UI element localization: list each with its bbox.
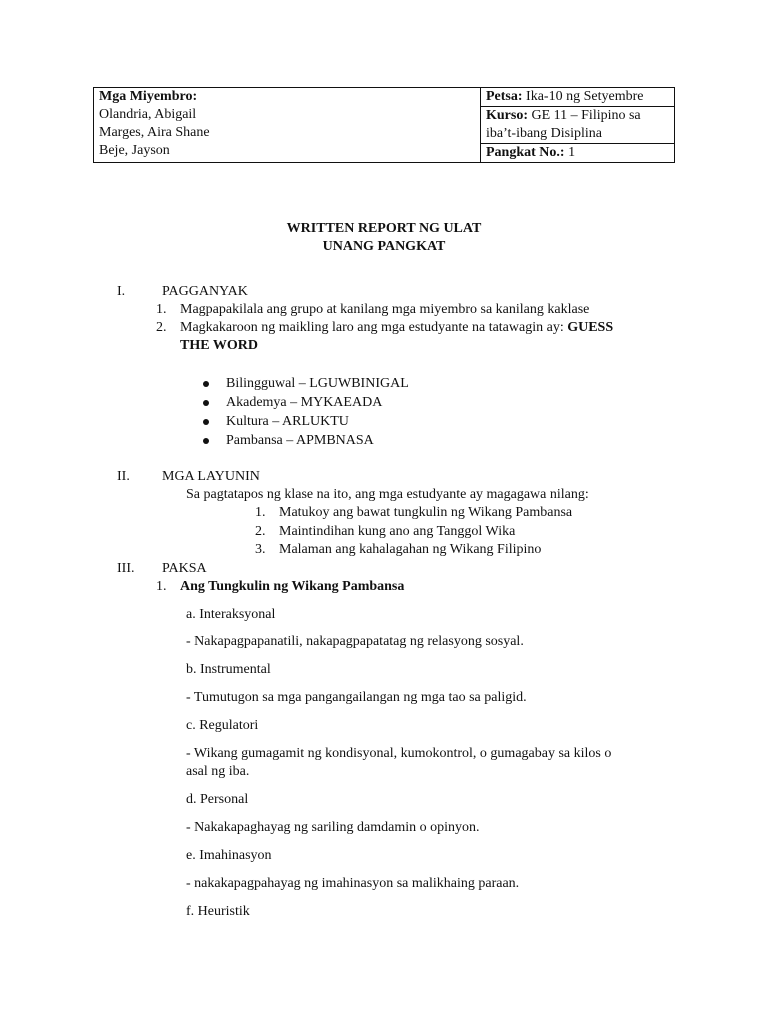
- bullet-icon: [203, 438, 209, 444]
- group-label: Pangkat No.:: [486, 145, 565, 160]
- course-value: GE 11 – Filipino sa: [528, 108, 641, 123]
- list-item: Magpapakilala ang grupo at kanilang mga miyembro sa kanilang kaklase: [180, 302, 590, 317]
- course-value-cont: iba’t-ibang Disiplina: [486, 126, 602, 141]
- list-item: Matukoy ang bawat tungkulin ng Wikang Pambansa: [279, 505, 573, 520]
- game-name-cont: THE WORD: [180, 338, 258, 353]
- report-title: WRITTEN REPORT NG ULAT: [286, 221, 482, 236]
- function-label: e. Imahinasyon: [186, 848, 272, 863]
- members-label: Mga Miyembro:: [99, 89, 198, 104]
- date-label: Petsa:: [486, 89, 523, 104]
- list-item: Malaman ang kahalagahan ng Wikang Filipino: [279, 542, 542, 557]
- bullet-icon: [203, 400, 209, 406]
- function-label: a. Interaksyonal: [186, 607, 276, 622]
- subsection-heading: Ang Tungkulin ng Wikang Pambansa: [180, 579, 405, 594]
- section-number: III.: [117, 561, 135, 576]
- header-table: [93, 87, 675, 163]
- section-heading: MGA LAYUNIN: [162, 469, 260, 484]
- function-label: b. Instrumental: [186, 662, 271, 677]
- function-label: d. Personal: [186, 792, 249, 807]
- list-number: 1.: [255, 505, 266, 520]
- section-number: II.: [117, 469, 130, 484]
- list-number: 1.: [156, 302, 167, 317]
- list-number: 2.: [156, 320, 167, 335]
- bullet-item: Kultura – ARLUKTU: [226, 414, 349, 429]
- bullet-icon: [203, 419, 209, 425]
- function-description-cont: asal ng iba.: [186, 764, 250, 779]
- members-cell: [94, 88, 481, 163]
- member-name: Marges, Aira Shane: [99, 125, 210, 140]
- date-cell: [481, 88, 675, 107]
- bullet-item: Akademya – MYKAEADA: [226, 395, 383, 410]
- function-description: - nakakapagpahayag ng imahinasyon sa malikhaing paraan.: [186, 876, 520, 891]
- list-item: Magkakaroon ng maikling laro ang mga estudyante na tatawagin ay: GUESS: [180, 320, 614, 335]
- function-description: - Wikang gumagamit ng kondisyonal, kumokontrol, o gumagabay sa kilos o: [186, 746, 612, 761]
- bullet-item: Pambansa – APMBNASA: [226, 433, 374, 448]
- game-name: GUESS: [567, 320, 614, 335]
- course-cell: [481, 107, 675, 144]
- function-description: - Nakapagpapanatili, nakapagpapatatag ng relasyong sosyal.: [186, 634, 524, 649]
- list-number: 1.: [156, 579, 167, 594]
- section-intro: Sa pagtatapos ng klase na ito, ang mga estudyante ay magagawa nilang:: [186, 487, 589, 502]
- course-label: Kurso:: [486, 108, 528, 123]
- function-description: - Nakakapaghayag ng sariling damdamin o opinyon.: [186, 820, 480, 835]
- member-name: Olandria, Abigail: [99, 107, 197, 122]
- section-heading: PAKSA: [162, 561, 207, 576]
- report-subtitle: UNANG PANGKAT: [322, 239, 446, 254]
- list-number: 3.: [255, 542, 266, 557]
- date-value: Ika-10 ng Setyembre: [522, 89, 644, 104]
- bullet-icon: [203, 381, 209, 387]
- function-label: c. Regulatori: [186, 718, 259, 733]
- list-item: Maintindihan kung ano ang Tanggol Wika: [279, 524, 516, 539]
- group-cell: [481, 144, 675, 163]
- section-number: I.: [117, 284, 126, 299]
- list-number: 2.: [255, 524, 266, 539]
- function-label: f. Heuristik: [186, 904, 250, 919]
- member-name: Beje, Jayson: [99, 143, 170, 158]
- function-description: - Tumutugon sa mga pangangailangan ng mga tao sa paligid.: [186, 690, 527, 705]
- bullet-item: Bilingguwal – LGUWBINIGAL: [226, 376, 409, 391]
- group-value: 1: [564, 145, 576, 160]
- section-heading: PAGGANYAK: [162, 284, 248, 299]
